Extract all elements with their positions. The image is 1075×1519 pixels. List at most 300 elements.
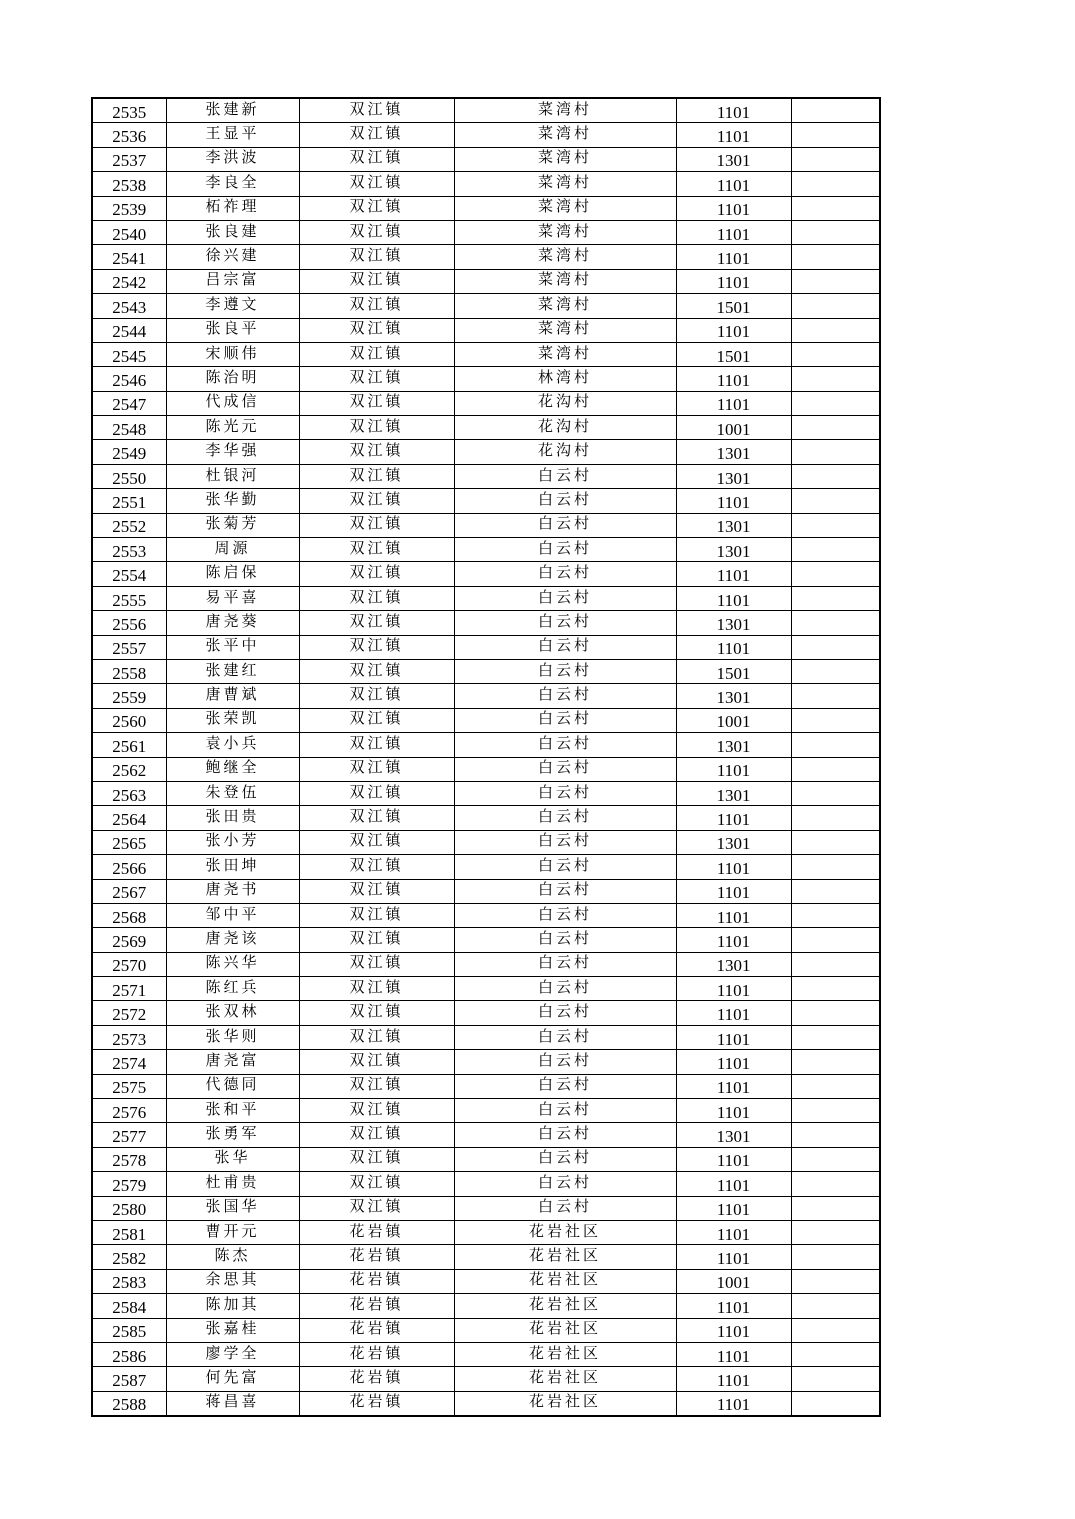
row-number: 2575 <box>92 1074 166 1098</box>
note-cell <box>791 1245 880 1269</box>
row-number: 2544 <box>92 318 166 342</box>
village-name: 白云村 <box>454 1172 676 1196</box>
note-cell <box>791 1001 880 1025</box>
town-name: 花岩镇 <box>299 1294 454 1318</box>
village-name: 白云村 <box>454 1099 676 1123</box>
code-value: 1101 <box>676 1245 791 1269</box>
village-name: 菜湾村 <box>454 269 676 293</box>
town-name: 双江镇 <box>299 562 454 586</box>
table-row <box>92 1123 880 1147</box>
code-value: 1101 <box>676 562 791 586</box>
table-row <box>92 830 880 854</box>
town-name: 双江镇 <box>299 1123 454 1147</box>
person-name: 陈杰 <box>166 1245 299 1269</box>
village-name: 菜湾村 <box>454 318 676 342</box>
table-row <box>92 1245 880 1269</box>
row-number: 2543 <box>92 294 166 318</box>
town-name: 双江镇 <box>299 245 454 269</box>
code-value: 1301 <box>676 611 791 635</box>
town-name: 双江镇 <box>299 586 454 610</box>
town-name: 双江镇 <box>299 659 454 683</box>
note-cell <box>791 294 880 318</box>
person-name: 张华勤 <box>166 489 299 513</box>
person-name: 张勇军 <box>166 1123 299 1147</box>
row-number: 2569 <box>92 928 166 952</box>
person-name: 周源 <box>166 538 299 562</box>
village-name: 花岩社区 <box>454 1245 676 1269</box>
person-name: 张建新 <box>166 98 299 123</box>
town-name: 双江镇 <box>299 806 454 830</box>
village-name: 白云村 <box>454 879 676 903</box>
town-name: 花岩镇 <box>299 1220 454 1244</box>
row-number: 2584 <box>92 1294 166 1318</box>
note-cell <box>791 489 880 513</box>
person-name: 张荣凯 <box>166 708 299 732</box>
person-name: 张华 <box>166 1147 299 1171</box>
town-name: 双江镇 <box>299 708 454 732</box>
row-number: 2551 <box>92 489 166 513</box>
note-cell <box>791 1391 880 1416</box>
town-name: 双江镇 <box>299 294 454 318</box>
table-row <box>92 1342 880 1366</box>
village-name: 白云村 <box>454 1147 676 1171</box>
note-cell <box>791 1025 880 1049</box>
code-value: 1001 <box>676 1269 791 1293</box>
town-name: 双江镇 <box>299 1196 454 1220</box>
town-name: 花岩镇 <box>299 1245 454 1269</box>
code-value: 1101 <box>676 903 791 927</box>
person-name: 张嘉桂 <box>166 1318 299 1342</box>
row-number: 2577 <box>92 1123 166 1147</box>
note-cell <box>791 733 880 757</box>
row-number: 2568 <box>92 903 166 927</box>
person-name: 张华则 <box>166 1025 299 1049</box>
person-name: 陈红兵 <box>166 977 299 1001</box>
table-row <box>92 1147 880 1171</box>
row-number: 2586 <box>92 1342 166 1366</box>
table-row <box>92 318 880 342</box>
person-name: 蒋昌喜 <box>166 1391 299 1416</box>
town-name: 花岩镇 <box>299 1318 454 1342</box>
village-name: 花岩社区 <box>454 1342 676 1366</box>
person-name: 张和平 <box>166 1099 299 1123</box>
person-name: 张田坤 <box>166 855 299 879</box>
person-name: 陈启保 <box>166 562 299 586</box>
row-number: 2540 <box>92 220 166 244</box>
row-number: 2557 <box>92 635 166 659</box>
person-name: 袁小兵 <box>166 733 299 757</box>
person-name: 张建红 <box>166 659 299 683</box>
row-number: 2545 <box>92 342 166 366</box>
town-name: 双江镇 <box>299 855 454 879</box>
table-row <box>92 196 880 220</box>
table-row <box>92 586 880 610</box>
row-number: 2573 <box>92 1025 166 1049</box>
person-name: 邹中平 <box>166 903 299 927</box>
note-cell <box>791 269 880 293</box>
person-name: 杜甫贵 <box>166 1172 299 1196</box>
table-row <box>92 1099 880 1123</box>
table-row <box>92 1025 880 1049</box>
person-name: 代成信 <box>166 391 299 415</box>
code-value: 1101 <box>676 1147 791 1171</box>
code-value: 1301 <box>676 830 791 854</box>
table-row <box>92 245 880 269</box>
person-name: 唐尧葵 <box>166 611 299 635</box>
data-table <box>91 97 881 1417</box>
table-row <box>92 562 880 586</box>
code-value: 1301 <box>676 464 791 488</box>
code-value: 1101 <box>676 806 791 830</box>
person-name: 陈兴华 <box>166 952 299 976</box>
table-row <box>92 806 880 830</box>
note-cell <box>791 830 880 854</box>
person-name: 朱登伍 <box>166 781 299 805</box>
table-row <box>92 1196 880 1220</box>
person-name: 吕宗富 <box>166 269 299 293</box>
village-name: 花岩社区 <box>454 1318 676 1342</box>
row-number: 2579 <box>92 1172 166 1196</box>
village-name: 白云村 <box>454 1074 676 1098</box>
note-cell <box>791 123 880 147</box>
row-number: 2583 <box>92 1269 166 1293</box>
village-name: 白云村 <box>454 538 676 562</box>
town-name: 双江镇 <box>299 733 454 757</box>
person-name: 鲍继全 <box>166 757 299 781</box>
table-row <box>92 1391 880 1416</box>
row-number: 2556 <box>92 611 166 635</box>
village-name: 花沟村 <box>454 440 676 464</box>
person-name: 廖学全 <box>166 1342 299 1366</box>
village-name: 白云村 <box>454 1001 676 1025</box>
code-value: 1101 <box>676 220 791 244</box>
person-name: 李华强 <box>166 440 299 464</box>
code-value: 1101 <box>676 98 791 123</box>
note-cell <box>791 98 880 123</box>
person-name: 宋顺伟 <box>166 342 299 366</box>
row-number: 2548 <box>92 416 166 440</box>
table-row <box>92 1269 880 1293</box>
note-cell <box>791 635 880 659</box>
row-number: 2549 <box>92 440 166 464</box>
person-name: 柘祚理 <box>166 196 299 220</box>
person-name: 唐尧富 <box>166 1050 299 1074</box>
table-row <box>92 684 880 708</box>
note-cell <box>791 1318 880 1342</box>
note-cell <box>791 538 880 562</box>
person-name: 徐兴建 <box>166 245 299 269</box>
village-name: 白云村 <box>454 757 676 781</box>
note-cell <box>791 855 880 879</box>
table-row <box>92 1050 880 1074</box>
code-value: 1101 <box>676 1220 791 1244</box>
town-name: 花岩镇 <box>299 1269 454 1293</box>
table-row <box>92 269 880 293</box>
village-name: 白云村 <box>454 928 676 952</box>
row-number: 2587 <box>92 1367 166 1391</box>
person-name: 张良平 <box>166 318 299 342</box>
table-row <box>92 147 880 171</box>
code-value: 1101 <box>676 1294 791 1318</box>
table-body <box>92 98 880 1416</box>
code-value: 1101 <box>676 1196 791 1220</box>
code-value: 1101 <box>676 1318 791 1342</box>
row-number: 2536 <box>92 123 166 147</box>
code-value: 1101 <box>676 1001 791 1025</box>
note-cell <box>791 928 880 952</box>
note-cell <box>791 562 880 586</box>
town-name: 双江镇 <box>299 342 454 366</box>
row-number: 2542 <box>92 269 166 293</box>
person-name: 唐尧该 <box>166 928 299 952</box>
note-cell <box>791 391 880 415</box>
code-value: 1301 <box>676 538 791 562</box>
table-row <box>92 440 880 464</box>
row-number: 2554 <box>92 562 166 586</box>
row-number: 2547 <box>92 391 166 415</box>
village-name: 白云村 <box>454 733 676 757</box>
town-name: 双江镇 <box>299 538 454 562</box>
village-name: 白云村 <box>454 903 676 927</box>
village-name: 菜湾村 <box>454 172 676 196</box>
person-name: 张平中 <box>166 635 299 659</box>
table-row <box>92 513 880 537</box>
village-name: 白云村 <box>454 489 676 513</box>
person-name: 易平喜 <box>166 586 299 610</box>
code-value: 1101 <box>676 1391 791 1416</box>
town-name: 双江镇 <box>299 1099 454 1123</box>
town-name: 双江镇 <box>299 1050 454 1074</box>
note-cell <box>791 684 880 708</box>
note-cell <box>791 757 880 781</box>
town-name: 双江镇 <box>299 879 454 903</box>
village-name: 菜湾村 <box>454 342 676 366</box>
village-name: 菜湾村 <box>454 98 676 123</box>
note-cell <box>791 1099 880 1123</box>
note-cell <box>791 440 880 464</box>
code-value: 1101 <box>676 1342 791 1366</box>
note-cell <box>791 659 880 683</box>
row-number: 2582 <box>92 1245 166 1269</box>
town-name: 双江镇 <box>299 1074 454 1098</box>
town-name: 双江镇 <box>299 611 454 635</box>
row-number: 2559 <box>92 684 166 708</box>
town-name: 双江镇 <box>299 464 454 488</box>
person-name: 陈加其 <box>166 1294 299 1318</box>
table-row <box>92 342 880 366</box>
person-name: 余思其 <box>166 1269 299 1293</box>
row-number: 2576 <box>92 1099 166 1123</box>
village-name: 菜湾村 <box>454 147 676 171</box>
village-name: 白云村 <box>454 977 676 1001</box>
note-cell <box>791 1147 880 1171</box>
town-name: 双江镇 <box>299 196 454 220</box>
row-number: 2541 <box>92 245 166 269</box>
person-name: 王显平 <box>166 123 299 147</box>
note-cell <box>791 416 880 440</box>
village-name: 白云村 <box>454 855 676 879</box>
town-name: 双江镇 <box>299 367 454 391</box>
code-value: 1101 <box>676 269 791 293</box>
village-name: 白云村 <box>454 806 676 830</box>
code-value: 1301 <box>676 781 791 805</box>
row-number: 2538 <box>92 172 166 196</box>
note-cell <box>791 708 880 732</box>
row-number: 2585 <box>92 1318 166 1342</box>
town-name: 双江镇 <box>299 757 454 781</box>
row-number: 2558 <box>92 659 166 683</box>
town-name: 双江镇 <box>299 513 454 537</box>
person-name: 张良建 <box>166 220 299 244</box>
row-number: 2535 <box>92 98 166 123</box>
note-cell <box>791 245 880 269</box>
row-number: 2561 <box>92 733 166 757</box>
code-value: 1301 <box>676 952 791 976</box>
code-value: 1301 <box>676 440 791 464</box>
code-value: 1101 <box>676 977 791 1001</box>
code-value: 1101 <box>676 1172 791 1196</box>
row-number: 2565 <box>92 830 166 854</box>
note-cell <box>791 879 880 903</box>
village-name: 菜湾村 <box>454 294 676 318</box>
code-value: 1101 <box>676 196 791 220</box>
code-value: 1501 <box>676 294 791 318</box>
row-number: 2552 <box>92 513 166 537</box>
note-cell <box>791 977 880 1001</box>
code-value: 1101 <box>676 367 791 391</box>
person-name: 张小芳 <box>166 830 299 854</box>
table-row <box>92 733 880 757</box>
row-number: 2566 <box>92 855 166 879</box>
town-name: 双江镇 <box>299 98 454 123</box>
table-row <box>92 391 880 415</box>
table-row <box>92 708 880 732</box>
code-value: 1301 <box>676 513 791 537</box>
person-name: 唐尧书 <box>166 879 299 903</box>
town-name: 双江镇 <box>299 1025 454 1049</box>
code-value: 1101 <box>676 855 791 879</box>
note-cell <box>791 1367 880 1391</box>
table-row <box>92 977 880 1001</box>
code-value: 1101 <box>676 1367 791 1391</box>
table-row <box>92 98 880 123</box>
table-row <box>92 1001 880 1025</box>
person-name: 张双林 <box>166 1001 299 1025</box>
note-cell <box>791 1294 880 1318</box>
row-number: 2539 <box>92 196 166 220</box>
town-name: 双江镇 <box>299 781 454 805</box>
code-value: 1101 <box>676 635 791 659</box>
row-number: 2537 <box>92 147 166 171</box>
table-row <box>92 1074 880 1098</box>
code-value: 1301 <box>676 733 791 757</box>
code-value: 1101 <box>676 879 791 903</box>
table-row <box>92 781 880 805</box>
table-row <box>92 903 880 927</box>
table-row <box>92 367 880 391</box>
code-value: 1101 <box>676 123 791 147</box>
table-row <box>92 659 880 683</box>
row-number: 2546 <box>92 367 166 391</box>
village-name: 花沟村 <box>454 391 676 415</box>
person-name: 陈光元 <box>166 416 299 440</box>
village-name: 菜湾村 <box>454 196 676 220</box>
note-cell <box>791 1196 880 1220</box>
table-row <box>92 1367 880 1391</box>
code-value: 1301 <box>676 1123 791 1147</box>
village-name: 白云村 <box>454 1123 676 1147</box>
code-value: 1101 <box>676 1074 791 1098</box>
row-number: 2562 <box>92 757 166 781</box>
table-row <box>92 635 880 659</box>
row-number: 2572 <box>92 1001 166 1025</box>
note-cell <box>791 172 880 196</box>
code-value: 1101 <box>676 1025 791 1049</box>
village-name: 白云村 <box>454 1050 676 1074</box>
row-number: 2581 <box>92 1220 166 1244</box>
village-name: 白云村 <box>454 1025 676 1049</box>
town-name: 双江镇 <box>299 147 454 171</box>
village-name: 白云村 <box>454 708 676 732</box>
code-value: 1101 <box>676 928 791 952</box>
town-name: 双江镇 <box>299 977 454 1001</box>
code-value: 1101 <box>676 391 791 415</box>
code-value: 1101 <box>676 172 791 196</box>
code-value: 1001 <box>676 416 791 440</box>
note-cell <box>791 952 880 976</box>
note-cell <box>791 806 880 830</box>
table-row <box>92 489 880 513</box>
town-name: 双江镇 <box>299 1172 454 1196</box>
town-name: 双江镇 <box>299 123 454 147</box>
code-value: 1101 <box>676 757 791 781</box>
village-name: 白云村 <box>454 635 676 659</box>
person-name: 张田贵 <box>166 806 299 830</box>
table-row <box>92 757 880 781</box>
table-row <box>92 855 880 879</box>
note-cell <box>791 1220 880 1244</box>
row-number: 2588 <box>92 1391 166 1416</box>
note-cell <box>791 1050 880 1074</box>
table-row <box>92 538 880 562</box>
note-cell <box>791 342 880 366</box>
person-name: 张国华 <box>166 1196 299 1220</box>
village-name: 菜湾村 <box>454 245 676 269</box>
town-name: 花岩镇 <box>299 1391 454 1416</box>
note-cell <box>791 1074 880 1098</box>
town-name: 双江镇 <box>299 318 454 342</box>
table-row <box>92 464 880 488</box>
person-name: 张菊芳 <box>166 513 299 537</box>
village-name: 花沟村 <box>454 416 676 440</box>
village-name: 白云村 <box>454 952 676 976</box>
code-value: 1501 <box>676 342 791 366</box>
person-name: 代德同 <box>166 1074 299 1098</box>
person-name: 曹开元 <box>166 1220 299 1244</box>
row-number: 2550 <box>92 464 166 488</box>
town-name: 双江镇 <box>299 220 454 244</box>
code-value: 1501 <box>676 659 791 683</box>
town-name: 双江镇 <box>299 635 454 659</box>
row-number: 2553 <box>92 538 166 562</box>
town-name: 双江镇 <box>299 1147 454 1171</box>
table-row <box>92 294 880 318</box>
village-name: 花岩社区 <box>454 1294 676 1318</box>
table-row <box>92 416 880 440</box>
note-cell <box>791 1172 880 1196</box>
town-name: 双江镇 <box>299 391 454 415</box>
village-name: 白云村 <box>454 659 676 683</box>
